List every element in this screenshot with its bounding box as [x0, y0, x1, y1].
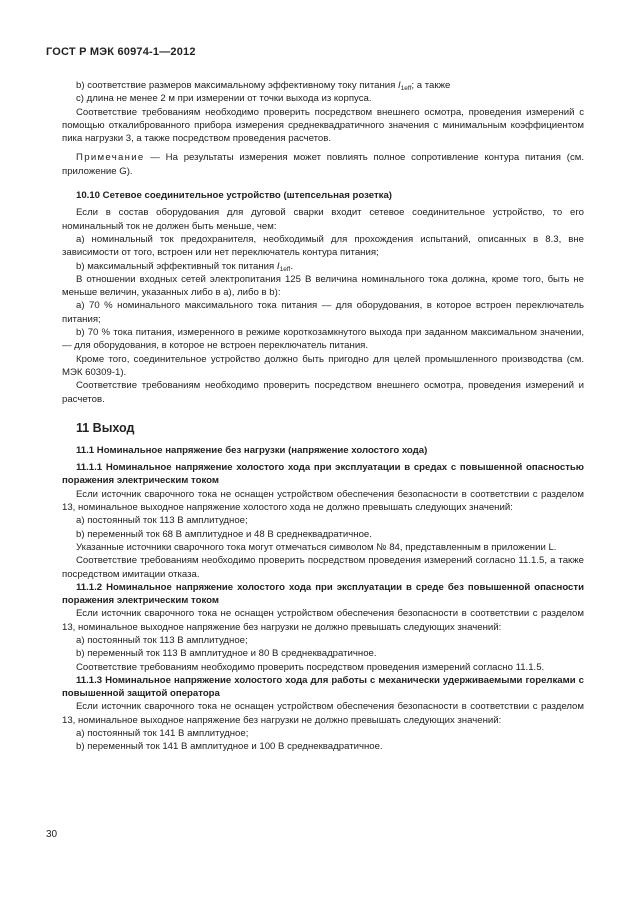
section-heading-11-1: 11.1 Номинальное напряжение без нагрузки (напряжение холостого хода) [76, 444, 428, 456]
paragraph: a) постоянный ток 113 В амплитудное; [76, 515, 248, 527]
paragraph: a) постоянный ток 141 В амплитудное; [76, 728, 249, 740]
paragraph: b) 70 % тока питания, измеренного в режиме короткозамкнутого выхода при заданном максимальном значении, — для оборудования, в которое не встроен переключатель питания. [62, 327, 584, 352]
section-heading-11-1-3: 11.1.3 Номинальное напряжение холостого хода для работы с механически удерживаемыми горелками с повышенной защитой оператора [62, 674, 584, 700]
paragraph: b) максимальный эффективный ток питания $I_{1eff}$. [76, 260, 293, 273]
paragraph: b) переменный ток 113 В амплитудное и 80 В среднеквадратичное. [76, 648, 377, 660]
paragraph: c) длина не менее 2 м при измерении от точки выхода из корпуса. [76, 93, 372, 105]
paragraph: В отношении входных сетей электропитания 125 В величина номинального тока должна, кроме того, быть не меньше величин, указанных либо в a), либо в b): [62, 273, 584, 299]
note-label: Примечание [76, 152, 145, 164]
paragraph: Соответствие требованиям необходимо проверить посредством внешнего осмотра, проведения измерений и расчетов. [62, 380, 584, 405]
paragraph: a) 70 % номинального максимального тока питания — для оборудования, в которое встроен переключатель питания; [62, 300, 584, 325]
paragraph: a) номинальный ток предохранителя, необходимый для прохождения испытаний, описанных в 8.3, вне зависимости от того, встроен или нет переключатель контура питания; [62, 233, 584, 259]
paragraph: Если в состав оборудования для дуговой сварки входит сетевое соединительное устройство, то его номинальный ток не должен быть меньше, чем: [62, 207, 584, 232]
paragraph: Соответствие требованиям необходимо проверить посредством проведения измерений согласно 11.1.5. [76, 661, 545, 673]
paragraph: b) переменный ток 68 В амплитудное и 48 В среднеквадратичное. [76, 528, 372, 540]
paragraph: b) переменный ток 141 В амплитудное и 100 В среднеквадратичное. [76, 741, 383, 753]
paragraph: Если источник сварочного тока не оснащен устройством обеспечения безопасности в соответствии с разделом 13, номинальное выходное напряжение без нагрузки не должно превышать следующих значений: [62, 701, 584, 726]
paragraph: a) постоянный ток 113 В амплитудное; [76, 634, 248, 646]
section-heading-11-1-2: 11.1.2 Номинальное напряжение холостого хода при эксплуатации в среде без повышенной опасности поражения электрическим током [62, 581, 584, 607]
paragraph: Соответствие требованиям необходимо проверить посредством внешнего осмотра, проведения измерений с помощью откалиброванного прибора измерения среднеквадратичного значения с минимальным коэффициентом пика нагрузки 3, а также посредством проведения расчетов. [62, 106, 584, 145]
paragraph: b) соответствие размеров максимальному эффективному току питания $I_{1eff}$; а также [76, 80, 451, 92]
page-number: 30 [46, 829, 58, 840]
section-heading-11-1-1: 11.1.1 Номинальное напряжение холостого хода при эксплуатации в средах с повышенной опасностью поражения электрическим током [62, 462, 584, 487]
document-header: ГОСТ Р МЭК 60974-1—2012 [46, 46, 196, 58]
note: Примечание — На результаты измерения может повлиять полное сопротивление контура питания (см. приложение G). [62, 152, 584, 177]
paragraph: Указанные источники сварочного тока могут отмечаться символом № 84, представленным в приложении L. [76, 541, 557, 553]
paragraph: Если источник сварочного тока не оснащен устройством обеспечения безопасности в соответствии с разделом 13, номинальное выходное напряжение без нагрузки не должно превышать следующих значений: [62, 608, 584, 633]
section-heading-10-10: 10.10 Сетевое соединительное устройство (штепсельная розетка) [76, 190, 393, 202]
paragraph: Соответствие требованиям необходимо проверить посредством проведения измерений согласно 11.1.5, а также посредством имитации отказа. [62, 555, 584, 580]
paragraph: Если источник сварочного тока не оснащен устройством обеспечения безопасности в соответствии с разделом 13, номинальное выходное напряжение холостого хода не должно превышать следующих значений: [62, 488, 584, 514]
section-heading-11: 11 Выход [76, 420, 135, 435]
document-body [62, 79, 584, 754]
paragraph: Кроме того, соединительное устройство должно быть пригодно для целей промышленного производства (см. МЭК 60309-1). [62, 353, 584, 378]
